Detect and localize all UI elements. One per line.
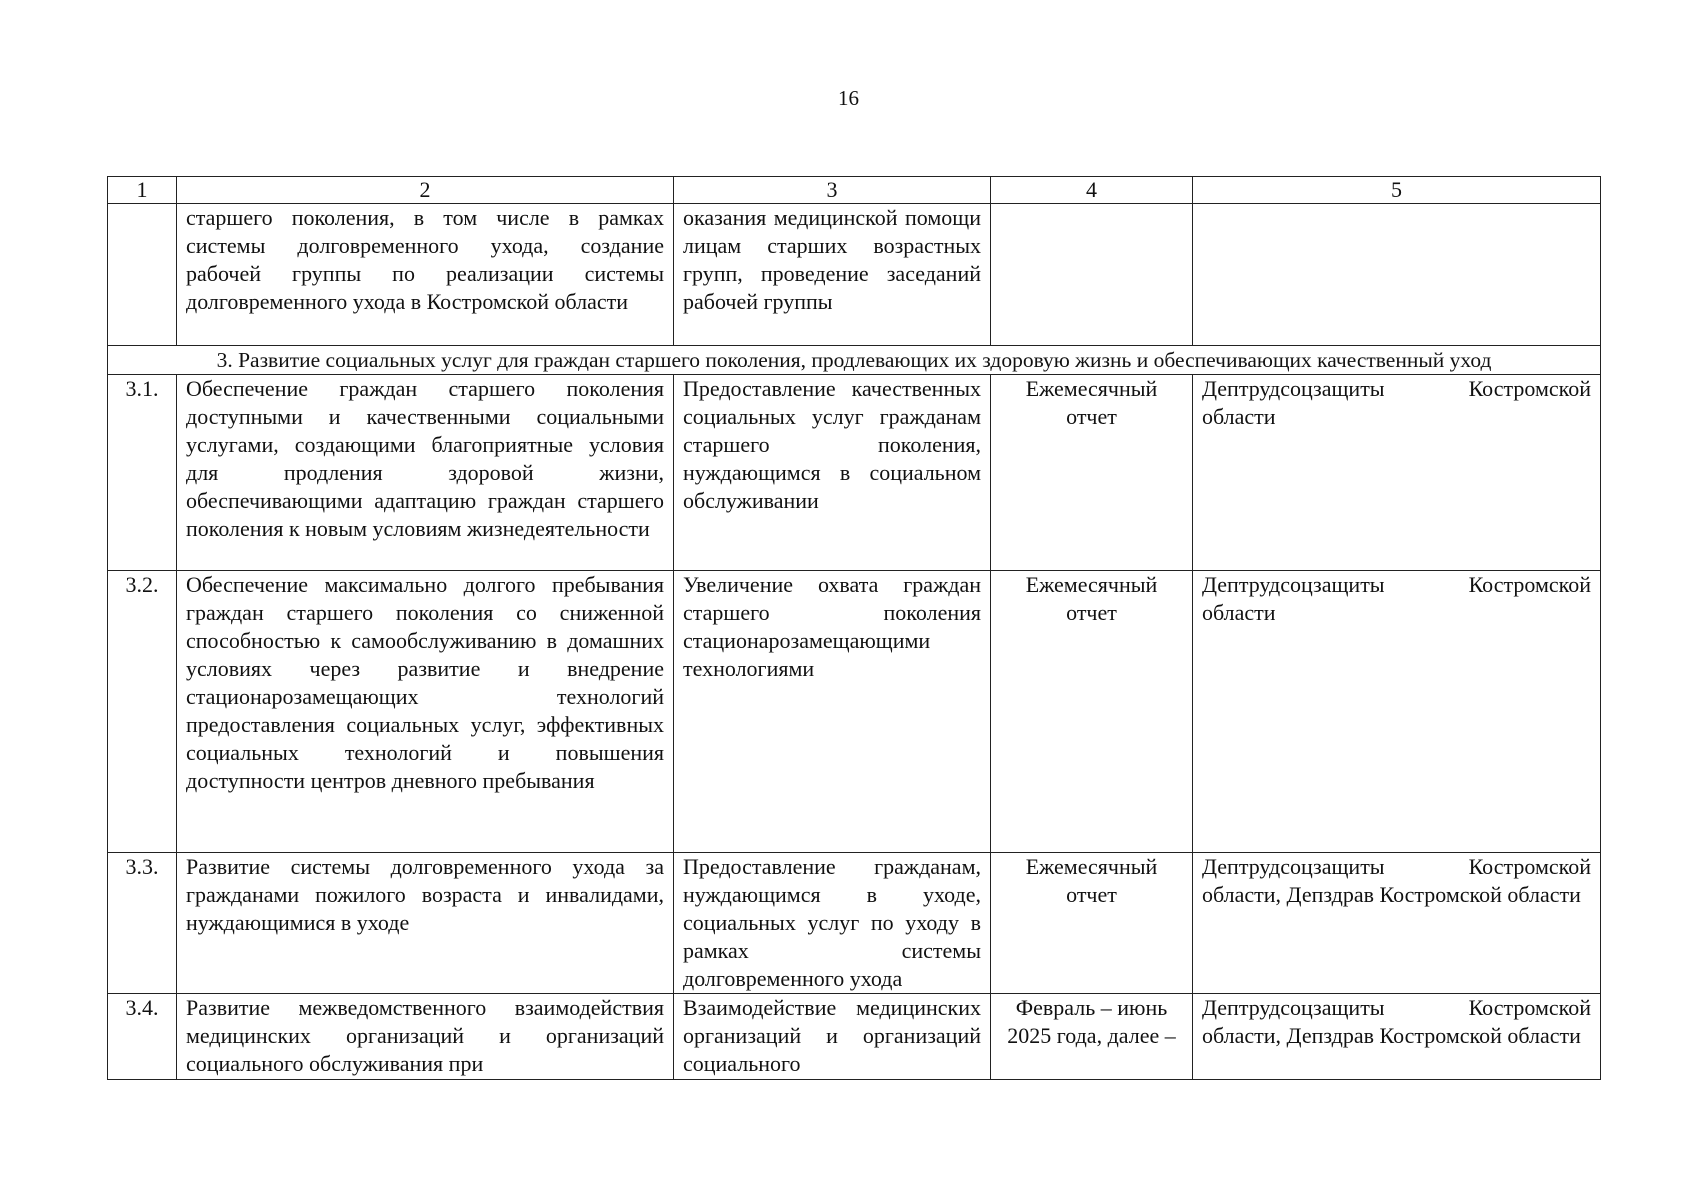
responsible-cell: Дептрудсоцзащиты Костромской области, Депздрав Костромской области bbox=[1193, 994, 1601, 1080]
event-cell: Обеспечение граждан старшего поколения доступными и качественными социальными услугами, создающими благоприятные условия для продления здоровой жизни, обеспечивающими адаптацию граждан старшего поколения к новым условиям жизнедеятельности bbox=[177, 375, 674, 571]
row-number: 3.2. bbox=[108, 571, 177, 853]
row-number: 3.3. bbox=[108, 853, 177, 994]
column-number-header-row bbox=[108, 177, 1601, 204]
column-header-5: 5 bbox=[1193, 177, 1601, 204]
column-header-1: 1 bbox=[108, 177, 177, 204]
event-cell: Развитие системы долговременного ухода за гражданами пожилого возраста и инвалидами, нуждающимися в уходе bbox=[177, 853, 674, 994]
result-cell: Взаимодействие медицинских организаций и организаций социального bbox=[674, 994, 991, 1080]
table-row-continued bbox=[108, 204, 1601, 346]
event-cell: Развитие межведомственного взаимодействия медицинских организаций и организаций социального обслуживания при bbox=[177, 994, 674, 1080]
section-title: 3. Развитие социальных услуг для граждан старшего поколения, продлевающих их здоровую жизнь и обеспечивающих качественный уход bbox=[108, 346, 1601, 375]
deadline-cell: Ежемесячный отчет bbox=[991, 853, 1193, 994]
result-cell: Предоставление гражданам, нуждающимся в уходе, социальных услуг по уходу в рамках системы долговременного ухода bbox=[674, 853, 991, 994]
column-header-2: 2 bbox=[177, 177, 674, 204]
table-row bbox=[108, 571, 1601, 853]
column-header-4: 4 bbox=[991, 177, 1193, 204]
responsible-cell: Дептрудсоцзащиты Костромской области bbox=[1193, 375, 1601, 571]
row-number: 3.4. bbox=[108, 994, 177, 1080]
responsible-cell bbox=[1193, 204, 1601, 346]
responsible-cell: Дептрудсоцзащиты Костромской области, Депздрав Костромской области bbox=[1193, 853, 1601, 994]
result-cell: Предоставление качественных социальных услуг гражданам старшего поколения, нуждающимся в социальном обслуживании bbox=[674, 375, 991, 571]
result-cell: Увеличение охвата граждан старшего поколения стационарозамещающими технологиями bbox=[674, 571, 991, 853]
deadline-cell: Февраль – июнь 2025 года, далее – bbox=[991, 994, 1193, 1080]
deadline-cell: Ежемесячный отчет bbox=[991, 571, 1193, 853]
row-number bbox=[108, 204, 177, 346]
responsible-cell: Дептрудсоцзащиты Костромской области bbox=[1193, 571, 1601, 853]
column-header-3: 3 bbox=[674, 177, 991, 204]
event-cell: Обеспечение максимально долгого пребывания граждан старшего поколения со сниженной способностью к самообслуживанию в домашних условиях через развитие и внедрение стационарозамещающих технологий предоставления социальных услуг, эффективных социальных технологий и повышения доступности центров дневного пребывания bbox=[177, 571, 674, 853]
deadline-cell: Ежемесячный отчет bbox=[991, 375, 1193, 571]
action-plan-table bbox=[107, 176, 1601, 1080]
table-row bbox=[108, 853, 1601, 994]
event-cell: старшего поколения, в том числе в рамках системы долговременного ухода, создание рабочей группы по реализации системы долговременного ухода в Костромской области bbox=[177, 204, 674, 346]
row-number: 3.1. bbox=[108, 375, 177, 571]
result-cell: оказания медицинской помощи лицам старших возрастных групп, проведение заседаний рабочей группы bbox=[674, 204, 991, 346]
table-row bbox=[108, 375, 1601, 571]
deadline-cell bbox=[991, 204, 1193, 346]
section-heading-row bbox=[108, 346, 1601, 375]
page-number: 16 bbox=[838, 86, 859, 110]
table-row bbox=[108, 994, 1601, 1080]
